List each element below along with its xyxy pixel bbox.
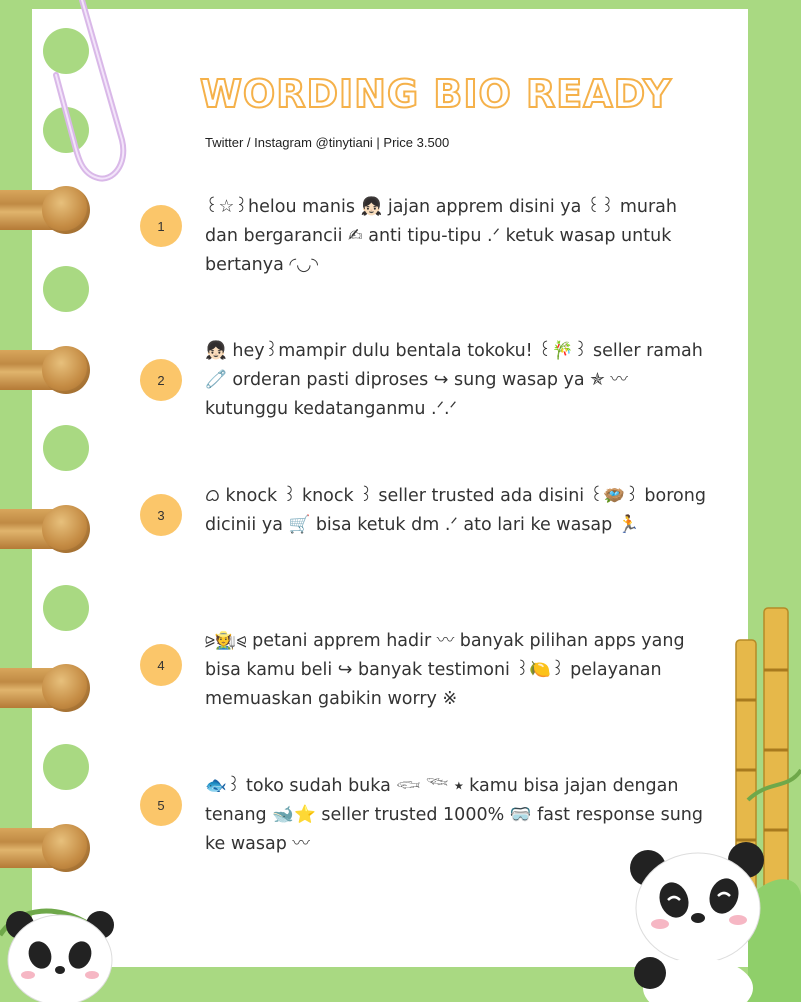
item-text: ꒰☆꒱helou manis 👧🏻 jajan apprem disini ya ꒰꒱ murah dan bergarancii ✍ anti tipu-tipu .ᐟ ketuk wasap untuk bertanya ◜◡◝ bbox=[205, 197, 677, 275]
item-number-badge: 2 bbox=[140, 359, 182, 401]
binder-ring-knob bbox=[42, 824, 90, 872]
item-number-badge: 5 bbox=[140, 784, 182, 826]
binder-hole bbox=[43, 744, 89, 790]
item-number-badge: 3 bbox=[140, 494, 182, 536]
item-text: ⪩🧑‍🌾⪨ petani apprem hadir 〰 banyak pilihan apps yang bisa kamu beli ↪ banyak testimoni ꒱🍋꒱ pelayanan memuaskan gabikin worry ※ bbox=[205, 631, 685, 709]
binder-ring-knob bbox=[42, 186, 90, 234]
item-text: ᜊ knock ꒱ knock ꒱ seller trusted ada disini ꒰🪺꒱ borong dicinii ya 🛒 bisa ketuk dm .ᐟ ato lari ke wasap 🏃 bbox=[205, 486, 706, 535]
binder-hole bbox=[43, 425, 89, 471]
panda-icon bbox=[628, 838, 801, 1002]
page-title: WORDING BIO READY bbox=[200, 72, 672, 116]
item-number-badge: 1 bbox=[140, 205, 182, 247]
item-number-badge: 4 bbox=[140, 644, 182, 686]
paperclip-icon bbox=[50, 0, 150, 190]
binder-hole bbox=[43, 266, 89, 312]
page-subtitle: Twitter / Instagram @tinytiani | Price 3.500 bbox=[205, 135, 450, 150]
item-text: 🐟꒱ toko sudah buka 𓆟 𓆝 ⭑ kamu bisa jajan dengan tenang 🐋⭐ seller trusted 1000% 🥽 fast response sung ke wasap 〰 bbox=[205, 776, 704, 854]
binder-ring-knob bbox=[42, 346, 90, 394]
panda-icon bbox=[0, 895, 125, 1002]
item-text: 👧🏻 hey꒱mampir dulu bentala tokoku! ꒰🎋꒱ seller ramah 🧷 orderan pasti diproses ↪ sung wasap ya ✯ 〰 kutunggu kedatanganmu .ᐟ.ᐟ bbox=[205, 341, 703, 419]
binder-ring-knob bbox=[42, 664, 90, 712]
binder-ring-knob bbox=[42, 505, 90, 553]
binder-hole bbox=[43, 585, 89, 631]
